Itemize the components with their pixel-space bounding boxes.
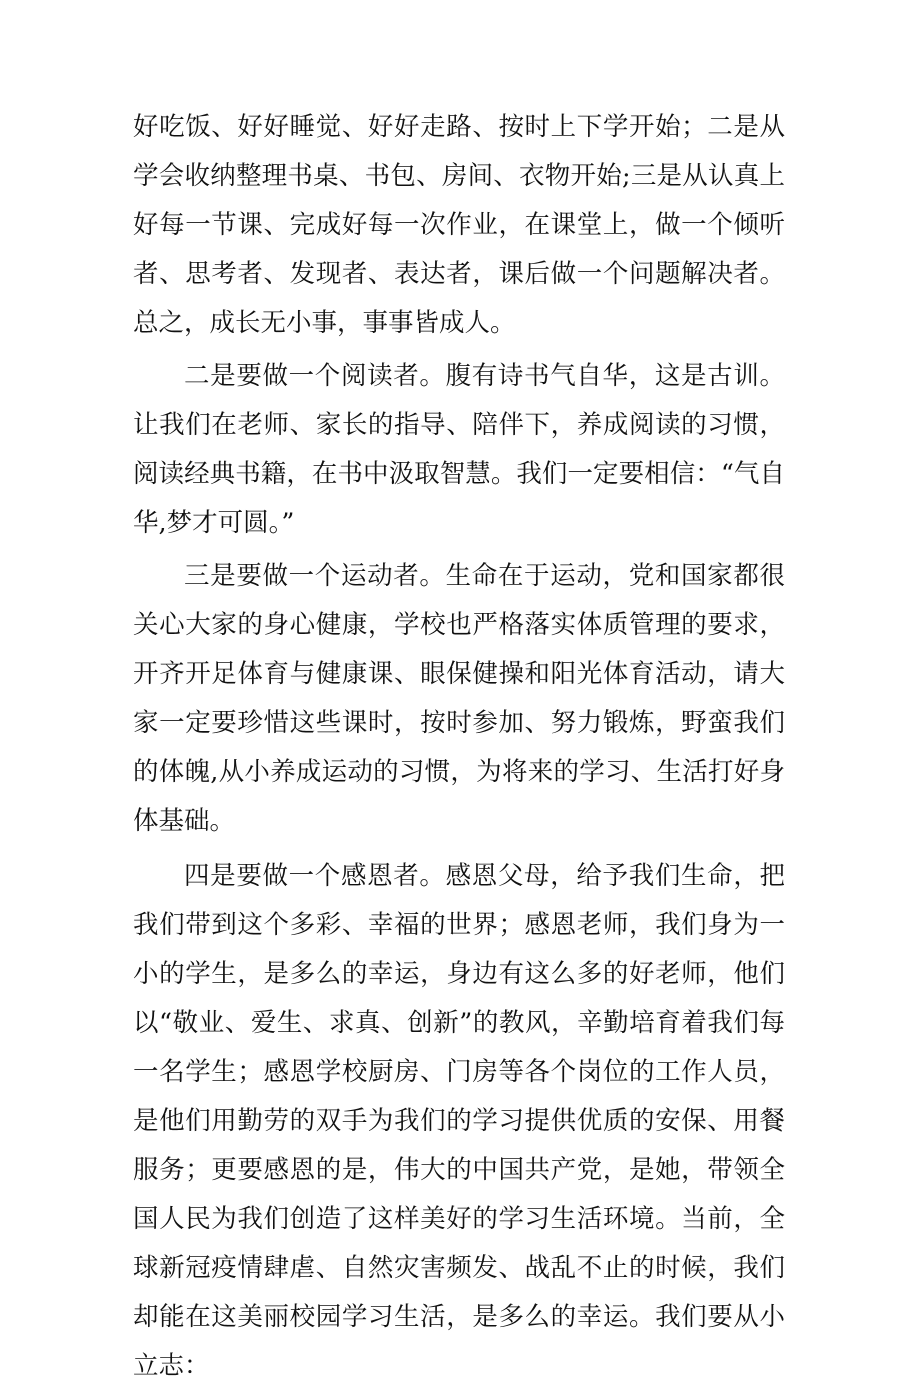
paragraph-3: 三是要做一个运动者。生命在于运动，党和国家都很关心大家的身心健康，学校也严格落实体质管理的要求，开齐开足体育与健康课、眼保健操和阳光体育活动，请大家一定要珍惜这些课时，按时参加、努力锻炼，野蛮我们的体魄,从小养成运动的习惯，为将来的学习、生活打好身体基础。 [133,561,785,836]
paragraph-1: 好吃饭、好好睡觉、好好走路、按时上下学开始；二是从学会收纳整理书桌、书包、房间、衣物开始;三是从认真上好每一节课、完成好每一次作业，在课堂上，做一个倾听者、思考者、发现者、表达者，课后做一个问题解决者。总之，成长无小事，事事皆成人。 [133,112,785,338]
paragraph-4: 四是要做一个感恩者。感恩父母，给予我们生命，把我们带到这个多彩、幸福的世界；感恩老师，我们身为一小的学生，是多么的幸运，身边有这么多的好老师，他们以“敬业、爱生、求真、创新”的教风，辛勤培育着我们每一名学生；感恩学校厨房、门房等各个岗位的工作人员，是他们用勤劳的双手为我们的学习提供优质的安保、用餐服务；更要感恩的是，伟大的中国共产党，是她，带领全国人民为我们创造了这样美好的学习生活环境。当前，全球新冠疫情肆虐、自然灾害频发、战乱不止的时候，我们却能在这美丽校园学习生活，是多么的幸运。我们要从小立志： [133,861,785,1381]
paragraph-2: 二是要做一个阅读者。腹有诗书气自华，这是古训。让我们在老师、家长的指导、陪伴下，养成阅读的习惯，阅读经典书籍，在书中汲取智慧。我们一定要相信：“气自华,梦才可圆。” [133,361,785,538]
document-body [133,103,785,1395]
